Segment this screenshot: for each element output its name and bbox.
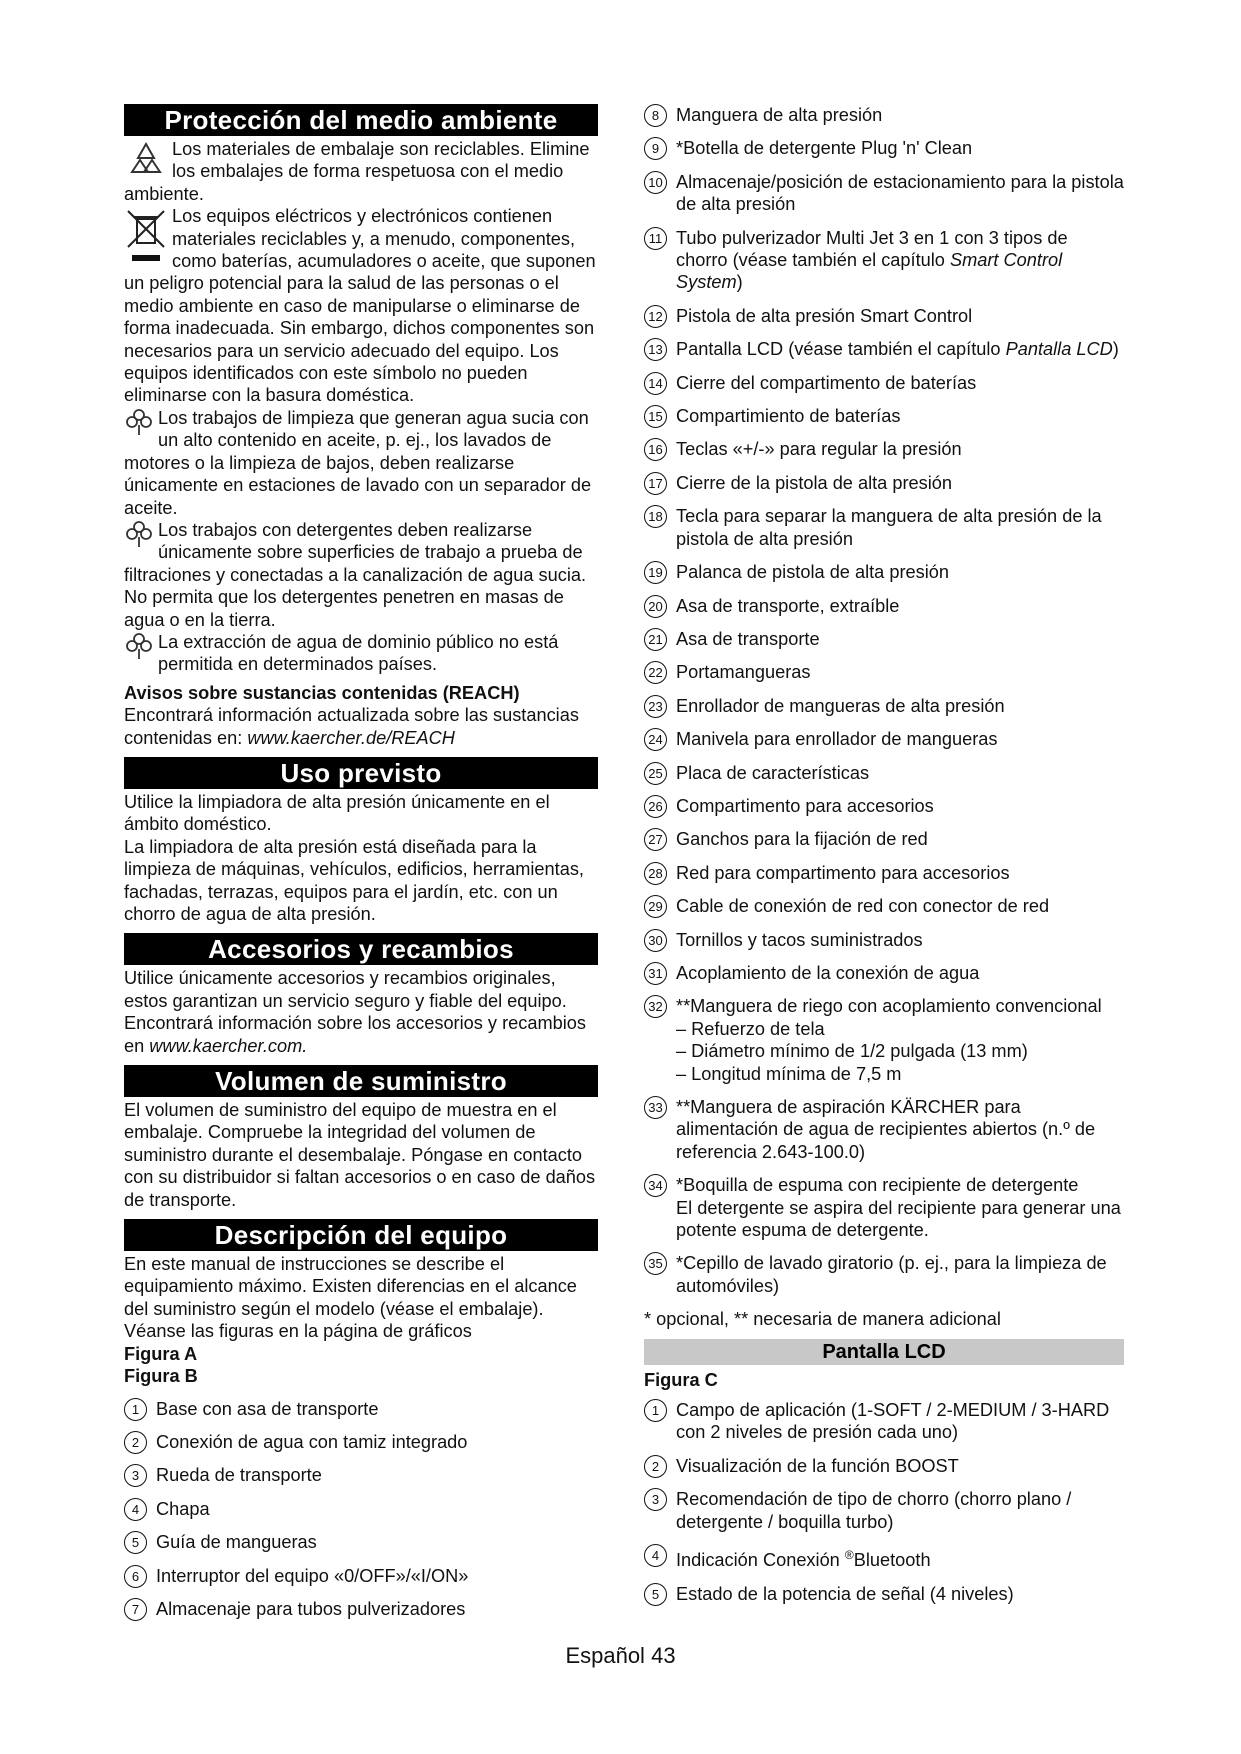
list-item: 11 Tubo pulverizador Multi Jet 3 en 1 con 3 tipos de chorro (véase también el capítulo Smart Control System) [644, 227, 1124, 294]
water-protection-icon [124, 631, 154, 661]
list-item: 2 Conexión de agua con tamiz integrado [124, 1431, 598, 1453]
list-item: 9 *Botella de detergente Plug 'n' Clean [644, 137, 1124, 159]
accessories-paragraph: Utilice únicamente accesorios y recambios originales, estos garantizan un servicio seguro y fiable del equipo. Encontrará información sobre los accesorios y recambios en www.kaercher.com. [124, 968, 586, 1056]
water-paragraph-2: Los trabajos con detergentes deben realizarse únicamente sobre superficies de trabajo a prueba de filtraciones y conectadas a la canalización de agua sucia. No permita que los detergentes penetren en masas de agua o en la tierra. [124, 519, 587, 630]
section-title-environment: Protección del medio ambiente [124, 104, 598, 136]
list-item: 10 Almacenaje/posición de estacionamiento para la pistola de alta presión [644, 171, 1124, 216]
section-title-scope: Volumen de suministro [124, 1065, 598, 1097]
recycle-paragraph: Los materiales de embalaje son reciclables. Elimine los embalajes de forma respetuosa con el medio ambiente. [124, 139, 590, 204]
list-item: 4 Chapa [124, 1498, 598, 1520]
list-item: 1 Base con asa de transporte [124, 1398, 598, 1420]
left-column: Protección del medio ambiente Los materiales de embalaje son reciclables. Elimine los embalajes de forma respetuosa con el medio ambiente. Los equipos eléctricos y electrónicos contienen materiales reciclables y, a menudo, componentes, como baterías, acumuladores o aceite, que suponen un peligro potencial para la salud de las personas o el medio ambiente en caso de manipularse o eliminarse de forma inadecuada. Sin embargo, dichos componentes son necesarios para un servicio adecuado del equipo. Los equipos identificados con este símbolo no pueden eliminarse con la basura doméstica. Los trabajos de limpieza que generan agua sucia con un alto contenido en aceite, p. ej., los lavados de motores o la limpieza de bajos, deben realizarse únicamente en estaciones de lavado con un separador de aceite. Los trabajos con detergentes deben realizarse únicamente sobre superficies de trabajo a prueba de filtraciones y conectadas a la canalización de agua sucia. No permita que los detergentes penetren en masas de agua o en la tierra. La extracción de agua de dominio público no está permitida en determinados países. Avisos sobre sustancias contenidas (REACH) Encontrará información actualizada sobre las sustancias contenidas en: www.kaercher.de/REACH Uso previsto Utilice la limpiadora de alta presión únicamente en el ámbito doméstico. La limpiadora de alta presión está diseñada para la limpieza de máquinas, vehículos, edificios, herramientas, fachadas, terrazas, equipos para el jardín, etc. con un chorro de agua de alta presión. Accesorios y recambios Utilice únicamente accesorios y recambios originales, estos garantizan un servicio seguro y fiable del equipo. Encontrará información sobre los accesorios y recambios en www.kaercher.com. Volumen de suministro El volumen de suministro del equipo de muestra en el embalaje. Compruebe la integridad del volumen de suministro durante el desembalaje. Póngase en contacto con su distribuidor si faltan accesorios o en caso de daños de transporte. Descripción del equipo En este manual de instrucciones se describe el equipamiento máximo. Existen diferencias en el alcance del suministro según el modelo (véase el embalaje). Véanse las figuras en la página de gráficos Figura A Figura B 1 Base con asa de transporte 2 Conexión de agua con tamiz integrado 3 Rueda de transporte 4 Chapa 5 Guía de mangueras 6 Interruptor del equipo «0/OFF»/«I/ON» 7 Almacenaje para tubos pulverizadores [124, 104, 598, 1631]
list-item: 14 Cierre del compartimento de baterías [644, 372, 1124, 394]
list-item: 15 Compartimiento de baterías [644, 405, 1124, 427]
right-column [644, 104, 1124, 1616]
list-item: 30 Tornillos y tacos suministrados [644, 929, 1124, 951]
list-item: 22 Portamangueras [644, 661, 1124, 683]
list-item: 18 Tecla para separar la manguera de alta presión de la pistola de alta presión [644, 505, 1124, 550]
accessories-link[interactable]: www.kaercher.com. [149, 1035, 308, 1056]
section-title-description: Descripción del equipo [124, 1219, 598, 1251]
section-title-accessories: Accesorios y recambios [124, 933, 598, 965]
recycle-icon [124, 138, 168, 182]
list-item-32: 32 **Manguera de riego con acoplamiento convencional – Refuerzo de tela – Diámetro mínimo de 1/2 pulgada (13 mm) – Longitud mínima de 7,5 m [644, 995, 1124, 1085]
list-item: 20 Asa de transporte, extraíble [644, 595, 1124, 617]
list-item-35: 35 *Cepillo de lavado giratorio (p. ej., para la limpieza de automóviles) [644, 1252, 1124, 1297]
lcd-list-item: 3 Recomendación de tipo de chorro (chorro plano / detergente / boquilla turbo) [644, 1488, 1124, 1533]
list-item: 23 Enrollador de mangueras de alta presión [644, 695, 1124, 717]
list-item: 29 Cable de conexión de red con conector de red [644, 895, 1124, 917]
reach-paragraph: Encontrará información actualizada sobre las sustancias contenidas en: www.kaercher.de/REACH [124, 705, 579, 748]
list-item: 5 Guía de mangueras [124, 1531, 598, 1553]
section-title-lcd: Pantalla LCD [644, 1339, 1124, 1365]
list-item: 31 Acoplamiento de la conexión de agua [644, 962, 1124, 984]
lcd-list-item: 5 Estado de la potencia de señal (4 niveles) [644, 1583, 1124, 1605]
reach-title: Avisos sobre sustancias contenidas (REACH) [124, 682, 520, 703]
list-item: 17 Cierre de la pistola de alta presión [644, 472, 1124, 494]
figure-b-label: Figura B [124, 1366, 198, 1387]
list-item: 6 Interruptor del equipo «0/OFF»/«I/ON» [124, 1565, 598, 1587]
figure-a-label: Figura A [124, 1343, 198, 1364]
page-footer [0, 1643, 1241, 1669]
lcd-list-item: 4 Indicación Conexión ®Bluetooth [644, 1544, 1124, 1571]
water-protection-icon [124, 519, 154, 549]
water-paragraph-1: Los trabajos de limpieza que generan agua sucia con un alto contenido en aceite, p. ej., los lavados de motores o la limpieza de bajos, deben realizarse únicamente en estaciones de lavado con un separador de aceite. [124, 407, 592, 518]
list-item: 27 Ganchos para la fijación de red [644, 828, 1124, 850]
list-item: 26 Compartimento para accesorios [644, 795, 1124, 817]
list-item: 13 Pantalla LCD (véase también el capítulo Pantalla LCD) [644, 338, 1124, 360]
list-item: 7 Almacenaje para tubos pulverizadores [124, 1598, 598, 1620]
reach-link[interactable]: www.kaercher.de/REACH [247, 727, 455, 748]
page-number: 43 [651, 1643, 676, 1668]
footnote: * opcional, ** necesaria de manera adicional [644, 1309, 1001, 1330]
list-item-33: 33 **Manguera de aspiración KÄRCHER para alimentación de agua de recipientes abiertos (n.º de referencia 2.643-100.0) [644, 1096, 1124, 1163]
list-item: 12 Pistola de alta presión Smart Control [644, 305, 1124, 327]
weee-paragraph: Los equipos eléctricos y electrónicos contienen materiales reciclables y, a menudo, componentes, como baterías, acumuladores o aceite, que suponen un peligro potencial para la salud de las personas o el medio ambiente en caso de manipularse o eliminarse de forma inadecuada. Sin embargo, dichos componentes son necesarios para un servicio adecuado del equipo. Los equipos identificados con este símbolo no pueden eliminarse con la basura doméstica. [124, 206, 596, 406]
water-protection-icon [124, 407, 154, 437]
list-item: 25 Placa de características [644, 762, 1124, 784]
list-item: 19 Palanca de pistola de alta presión [644, 561, 1124, 583]
section-title-intended-use: Uso previsto [124, 757, 598, 789]
footer-language: Español [565, 1643, 645, 1668]
list-item: 28 Red para compartimento para accesorios [644, 862, 1124, 884]
list-item-34: 34 *Boquilla de espuma con recipiente de detergente El detergente se aspira del recipiente para generar una potente espuma de detergente. [644, 1174, 1124, 1241]
list-item: 8 Manguera de alta presión [644, 104, 1124, 126]
figure-c-label: Figura C [644, 1369, 718, 1390]
water-paragraph-3: La extracción de agua de dominio público no está permitida en determinados países. [124, 631, 598, 676]
list-item: 21 Asa de transporte [644, 628, 1124, 650]
lcd-list-item: 1 Campo de aplicación (1-SOFT / 2-MEDIUM / 3-HARD con 2 niveles de presión cada uno) [644, 1399, 1124, 1444]
list-item: 24 Manivela para enrollador de mangueras [644, 728, 1124, 750]
list-item: 16 Teclas «+/-» para regular la presión [644, 438, 1124, 460]
list-item: 3 Rueda de transporte [124, 1464, 598, 1486]
crossed-bin-icon [124, 205, 168, 265]
lcd-list-item: 2 Visualización de la función BOOST [644, 1455, 1124, 1477]
